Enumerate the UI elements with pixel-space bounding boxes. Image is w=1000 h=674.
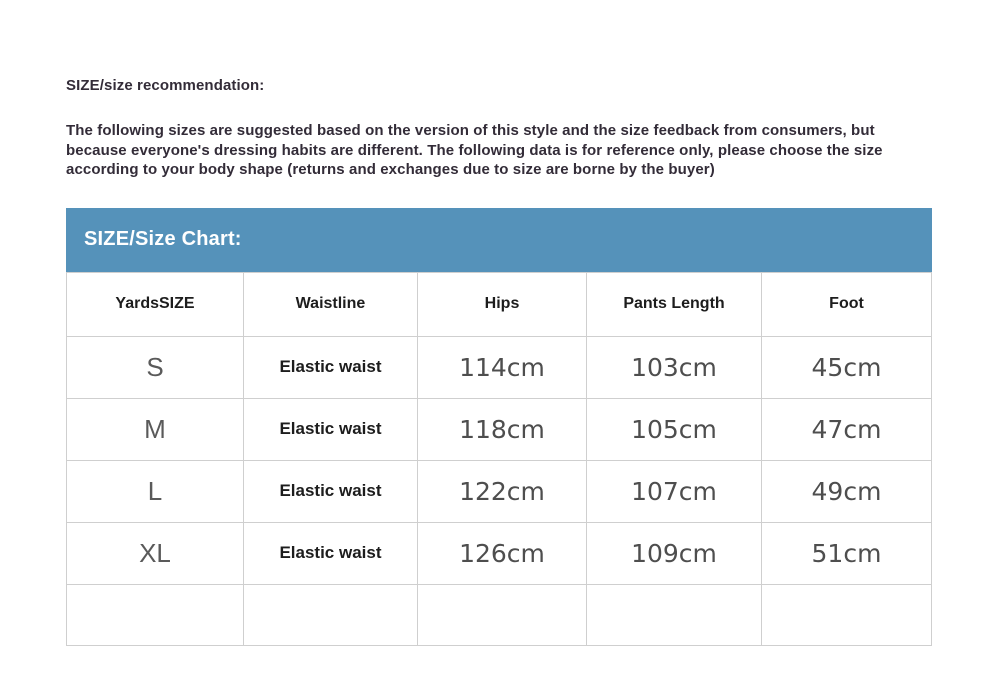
cell-hips	[418, 584, 587, 645]
cell-foot: 49cm	[762, 460, 932, 522]
cell-pants-length: 107cm	[587, 460, 762, 522]
section-heading: SIZE/size recommendation:	[66, 77, 265, 94]
table-row	[67, 398, 932, 460]
table-header-row	[67, 272, 932, 336]
cell-waistline	[243, 584, 417, 645]
cell-pants-length: 105cm	[587, 398, 762, 460]
cell-foot: 45cm	[762, 336, 932, 398]
cell-pants-length: 103cm	[587, 336, 762, 398]
cell-foot	[762, 584, 932, 645]
cell-hips: 114cm	[418, 336, 587, 398]
cell-pants-length: 109cm	[587, 522, 762, 584]
size-chart-title: SIZE/Size Chart:	[84, 228, 242, 250]
cell-waistline: Elastic waist	[243, 398, 417, 460]
cell-foot: 51cm	[762, 522, 932, 584]
cell-waistline: Elastic waist	[243, 522, 417, 584]
cell-waistline: Elastic waist	[243, 460, 417, 522]
column-header-waistline: Waistline	[243, 272, 417, 336]
cell-waistline: Elastic waist	[243, 336, 417, 398]
cell-hips: 118cm	[418, 398, 587, 460]
section-description: The following sizes are suggested based on the version of this style and the size feedback from consumers, but because everyone's dressing habits are different. The following data is for reference only, please choose the size according to your body shape (returns and exchanges due to size are borne by the buyer)	[66, 122, 883, 178]
cell-size: L	[67, 460, 244, 522]
cell-pants-length	[587, 584, 762, 645]
cell-hips: 122cm	[418, 460, 587, 522]
cell-hips: 126cm	[418, 522, 587, 584]
cell-size	[67, 584, 244, 645]
table-row	[67, 460, 932, 522]
cell-size: M	[67, 398, 244, 460]
column-header-size: YardsSIZE	[67, 272, 244, 336]
size-chart-banner	[66, 208, 932, 272]
column-header-pants-length: Pants Length	[587, 272, 762, 336]
column-header-foot: Foot	[762, 272, 932, 336]
table-row-empty	[67, 584, 932, 645]
table-row	[67, 522, 932, 584]
table-row	[67, 336, 932, 398]
column-header-hips: Hips	[418, 272, 587, 336]
cell-size: S	[67, 336, 244, 398]
size-chart-table	[66, 272, 932, 646]
cell-foot: 47cm	[762, 398, 932, 460]
cell-size: XL	[67, 522, 244, 584]
